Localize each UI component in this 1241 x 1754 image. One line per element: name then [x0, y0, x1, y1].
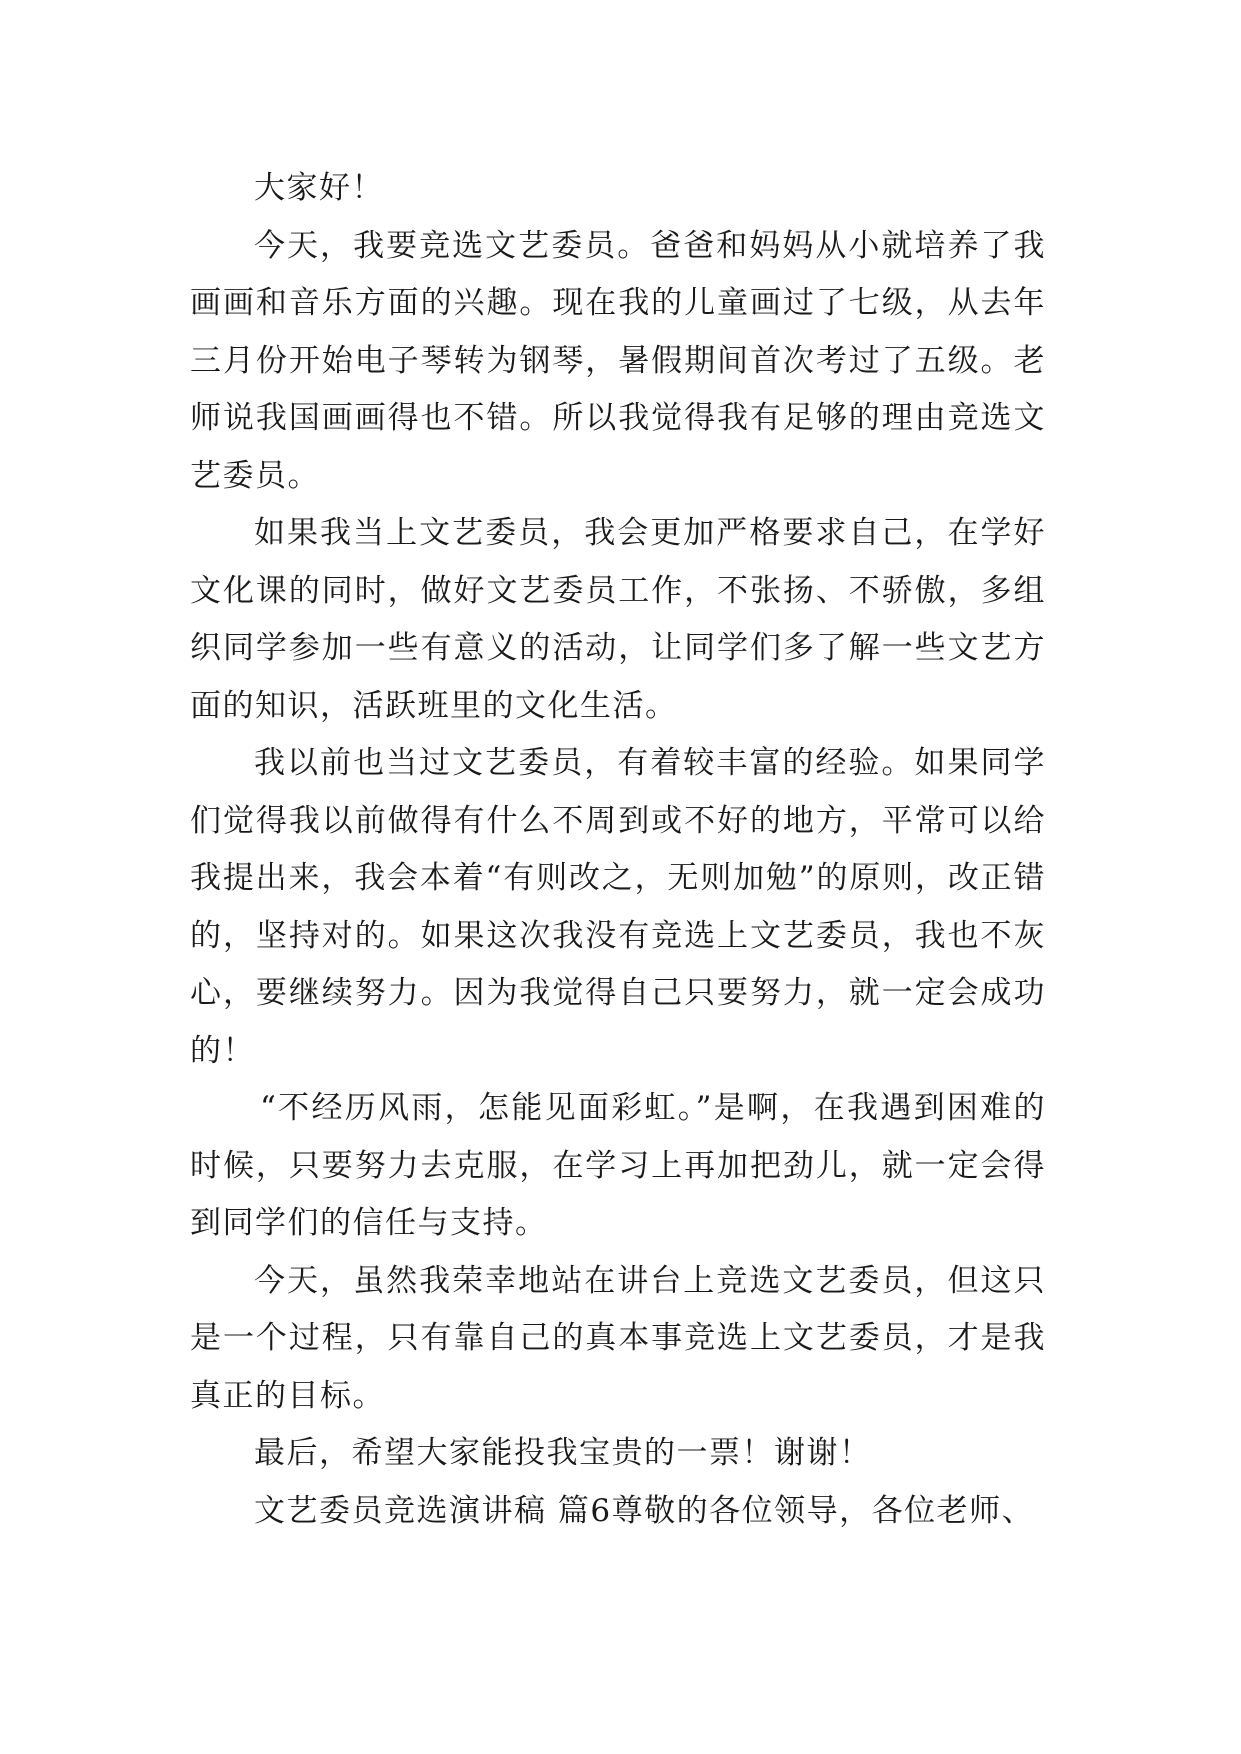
- next-section-heading: 文艺委员竞选演讲稿 篇6尊敬的各位领导，各位老师、: [254, 1492, 1035, 1529]
- document-body: [190, 160, 1046, 1540]
- greeting-paragraph: 大家好！: [254, 170, 384, 206]
- body-paragraph: 今天，虽然我荣幸地站在讲台上竞选文艺委员，但这只是一个过程，只有靠自己的真本事竞选上文艺委员，才是我真正的目标。: [190, 1262, 1046, 1414]
- body-paragraph: “不经历风雨，怎能见面彩虹。”是啊，在我遇到困难的时候，只要努力去克服，在学习上再加把劲儿，就一定会得到同学们的信任与支持。: [190, 1090, 1046, 1241]
- body-paragraph: 我以前也当过文艺委员，有着较丰富的经验。如果同学们觉得我以前做得有什么不周到或不好的地方，平常可以给我提出来，我会本着“有则改之，无则加勉”的原则，改正错的，坚持对的。如果这次我没有竞选上文艺委员，我也不灰心，要继续努力。因为我觉得自己只要努力，就一定会成功的！: [190, 745, 1046, 1069]
- body-paragraph: 今天，我要竞选文艺委员。爸爸和妈妈从小就培养了我画画和音乐方面的兴趣。现在我的儿童画过了七级，从去年三月份开始电子琴转为钢琴，暑假期间首次考过了五级。老师说我国画画得也不错。所以我觉得我有足够的理由竞选文艺委员。: [190, 227, 1046, 494]
- closing-paragraph: 最后，希望大家能投我宝贵的一票！谢谢！: [254, 1435, 872, 1471]
- body-paragraph: 如果我当上文艺委员，我会更加严格要求自己，在学好文化课的同时，做好文艺委员工作，不张扬、不骄傲，多组织同学参加一些有意义的活动，让同学们多了解一些文艺方面的知识，活跃班里的文化生活。: [190, 515, 1046, 724]
